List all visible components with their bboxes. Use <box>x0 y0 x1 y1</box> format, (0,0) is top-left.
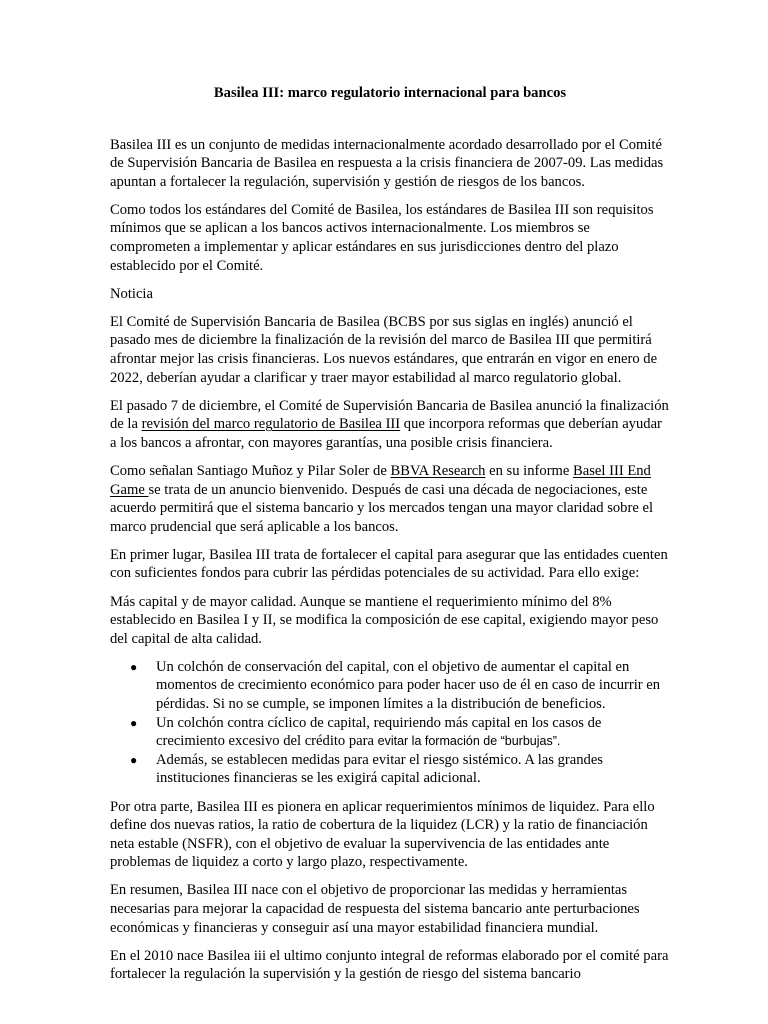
list-item-text: Un colchón de conservación del capital, con el objetivo de aumentar el capital en momentos de crecimiento económico para poder hacer uso de él en caso de incurrir en pérdidas. Si no se cumple, se imponen límites a la distribución de beneficios. <box>156 658 661 713</box>
list-item <box>130 658 670 714</box>
document-title: Basilea III: marco regulatorio internacional para bancos <box>213 85 567 101</box>
paragraph-intro: Basilea III es un conjunto de medidas internacionalmente acordado desarrollado por el Comité de Supervisión Bancaria de Basilea en respuesta a la crisis financiera de 2007-09. Las medidas apuntan a fortalecer la regulación, supervisión y gestión de riesgos de los bancos. <box>110 136 664 190</box>
link-revision-basilea[interactable]: revisión del marco regulatorio de Basilea III <box>141 416 401 433</box>
list-item <box>130 751 670 788</box>
paragraph-more-capital: Más capital y de mayor calidad. Aunque se mantiene el requerimiento mínimo del 8% establecido en Basilea I y II, se modifica la composición de ese capital, exigiendo mayor peso del capital de alta calidad. <box>110 593 659 647</box>
link-bbva-research[interactable]: BBVA Research <box>390 463 486 479</box>
list-item-text-sans: evitar la formación de “burbujas”. <box>377 734 561 749</box>
bullet-list <box>110 658 670 788</box>
paragraph-bbva <box>110 462 670 536</box>
paragraph-liquidity: Por otra parte, Basilea III es pionera en aplicar requerimientos mínimos de liquidez. Para ello define dos nuevas ratios, la ratio de cobertura de la liquidez (LCR) y la ratio de financiación neta estable (NSFR), con el objetivo de evaluar la supervivencia de las entidades ante problemas de liquidez a corto y largo plazo, respectivamente. <box>110 798 655 871</box>
list-item-text: Además, se establecen medidas para evitar el riesgo sistémico. A las grandes instituciones financieras se les exigirá capital adicional. <box>156 751 603 787</box>
document-page <box>110 84 670 993</box>
text-run: se trata de un anuncio bienvenido. Después de casi una década de negociaciones, este acuerdo permitirá que el sistema bancario y los mercados tengan una mayor claridad sobre el marco prudencial que será aplicable a los bancos. <box>110 481 653 535</box>
paragraph-december <box>110 397 670 453</box>
text-run: El pasado 7 de diciembre, el Comité de Supervisión Bancaria de Basilea anunció la finalización de la <box>110 397 669 433</box>
paragraph-2010: En el 2010 nace Basilea iii el ultimo conjunto integral de reformas elaborado por el comité para fortalecer la regulación la supervisión y la gestión de riesgo del sistema bancario <box>110 947 669 983</box>
text-run: que incorpora reformas que deberían ayudar a los bancos a afrontar, con mayores garantías, una posible crisis financiera. <box>110 416 662 451</box>
paragraph-announcement: El Comité de Supervisión Bancaria de Basilea (BCBS por sus siglas en inglés) anunció el pasado mes de diciembre la finalización de la revisión del marco de Basilea III que permitirá afrontar mejor las crisis financieras. Los nuevos estándares, que entrarán en vigor en enero de 2022, deberían ayudar a clarificar y traer mayor estabilidad al marco regulatorio global. <box>110 313 658 386</box>
paragraph-standards: Como todos los estándares del Comité de Basilea, los estándares de Basilea III son requisitos mínimos que se aplican a los bancos activos internacionalmente. Los miembros se comprometen a implementar y aplicar estándares en sus jurisdicciones dentro del plazo establecido por el Comité. <box>110 201 654 274</box>
list-item <box>130 714 670 751</box>
paragraph-heading-noticia: Noticia <box>110 285 153 302</box>
link-basel-end-game[interactable]: Basel III End Game <box>110 463 651 498</box>
paragraph-capital: En primer lugar, Basilea III trata de fortalecer el capital para asegurar que las entidades cuenten con suficientes fondos para cubrir las pérdidas potenciales de su actividad. Para ello exige: <box>110 546 668 582</box>
bullet-icon: ● <box>130 659 138 674</box>
list-item-text: Un colchón contra cíclico de capital, requiriendo más capital en los casos de crecimiento excesivo del crédito para <box>156 714 602 750</box>
paragraph-summary: En resumen, Basilea III nace con el objetivo de proporcionar las medidas y herramientas necesarias para mejorar la capacidad de respuesta del sistema bancario ante perturbaciones económicas y financieras y conseguir así una mayor estabilidad financiera mundial. <box>110 882 640 936</box>
bullet-icon: ● <box>130 715 138 730</box>
text-run: Como señalan Santiago Muñoz y Pilar Soler de <box>110 463 391 479</box>
bullet-icon: ● <box>130 752 138 767</box>
text-run: en su informe <box>485 463 574 479</box>
